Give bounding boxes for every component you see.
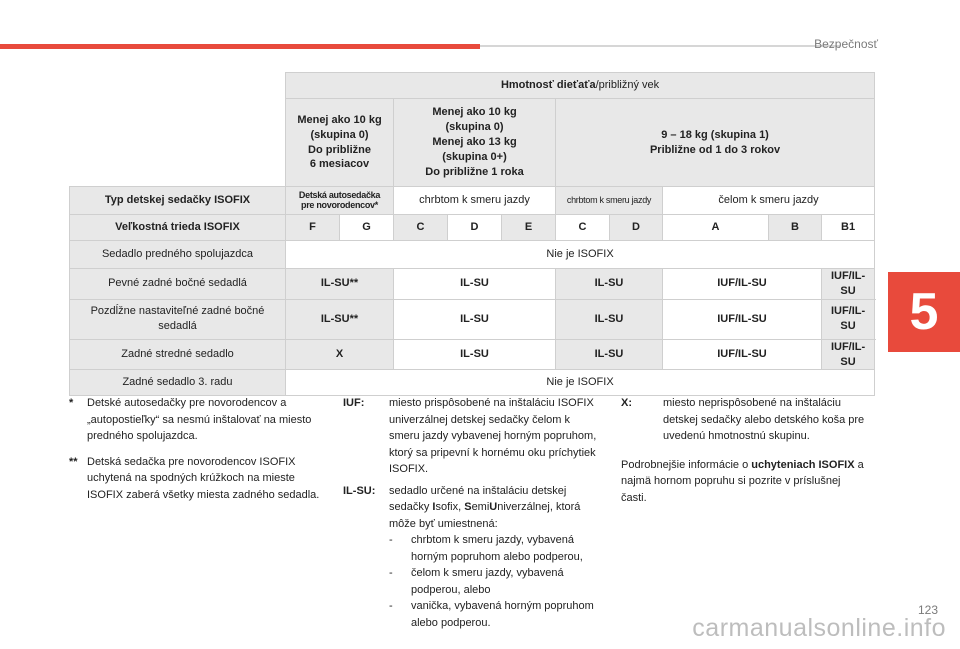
more-info: Podrobnejšie informácie o uchyteniach ISOFIX a najmä hornom popruhu si pozrite v príslušnej časti. <box>621 458 864 504</box>
size-class: B1 <box>822 215 875 241</box>
size-class: D <box>610 215 663 241</box>
seat-label: Pevné zadné bočné sedadlá <box>70 269 286 300</box>
list-item: - čelom k smeru jazdy, vybavená podperou, alebo <box>389 567 564 596</box>
footnote: * Detské autosedačky pre novorodencov a „autopostieľky“ sa nesmú inštalovať na miesto predného spolujazdca. <box>69 397 312 442</box>
size-class: A <box>663 215 769 241</box>
size-class: B <box>769 215 822 241</box>
type-newborn: Detská autosedačka pre novorodencov* <box>286 187 394 215</box>
size-class: D <box>448 215 502 241</box>
header-rule <box>480 45 840 47</box>
seat-label: Sedadlo predného spolujazdca <box>70 241 286 269</box>
size-class: F <box>286 215 340 241</box>
group-0-header: Menej ako 10 kg (skupina 0) Do približne 6 mesiacov <box>286 99 394 187</box>
type-forward-facing: čelom k smeru jazdy <box>663 187 875 215</box>
size-class: G <box>340 215 394 241</box>
seat-value: IL-SU <box>556 269 663 300</box>
seat-value: IUF/IL-SU <box>822 339 875 370</box>
legend-middle <box>343 395 601 631</box>
legend-x: X: miesto neprispôsobené na inštaláciu detskej sedačky alebo detského koša pre uvedenú hmotnostnú skupinu. <box>621 397 865 442</box>
seat-label: Pozdĺžne nastaviteľné zadné bočné sedadlá <box>70 299 286 339</box>
seat-value: IL-SU** <box>286 269 394 300</box>
row-label-type: Typ detskej sedačky ISOFIX <box>70 187 286 215</box>
seat-label: Zadné stredné sedadlo <box>70 339 286 370</box>
seat-value: IL-SU <box>394 269 556 300</box>
watermark: carmanualsonline.info <box>692 614 946 642</box>
accent-bar <box>0 44 480 49</box>
seat-value: IUF/IL-SU <box>663 269 822 300</box>
car-cell <box>70 99 286 187</box>
legend-right <box>621 395 869 506</box>
group-1-header: 9 – 18 kg (skupina 1) Približne od 1 do 3 rokov <box>556 99 875 187</box>
row-label-size: Veľkostná trieda ISOFIX <box>70 215 286 241</box>
footnote: ** Detská sedačka pre novorodencov ISOFIX uchytená na spodných krúžkoch na mieste ISOFIX zaberá všetky miesta zadného sedadla. <box>69 455 320 501</box>
seat-value: IL-SU <box>394 299 556 339</box>
legend-ilsu: IL-SU: sedadlo určené na inštaláciu detskej sedačky Isofix, SemiUniverzálnej, ktorá môže byť umiestnená: - chrbtom k smeru jazdy, vybavená horným popruhom alebo podperou, - čelom k smeru jazdy, vybavená podperou, alebo - vanička, vybavená horným popruhom alebo podperou. <box>343 483 601 632</box>
seat-value: IL-SU** <box>286 299 394 339</box>
weight-header <box>286 73 875 99</box>
seat-value: IUF/IL-SU <box>663 339 822 370</box>
size-class: C <box>394 215 448 241</box>
seat-value: IL-SU <box>556 339 663 370</box>
type-rear-facing: chrbtom k smeru jazdy <box>394 187 556 215</box>
footnotes <box>69 395 331 512</box>
weight-header-bold: Hmotnosť dieťaťa <box>500 79 596 92</box>
empty-corner <box>70 73 286 99</box>
page-number: 123 <box>917 603 938 617</box>
group-0plus-header: Menej ako 10 kg (skupina 0) Menej ako 13 kg (skupina 0+) Do približne 1 roka <box>394 99 556 187</box>
seat-value: IUF/IL-SU <box>822 299 875 339</box>
seat-label: Zadné sedadlo 3. radu <box>70 370 286 396</box>
weight-header-rest: /približný vek <box>595 79 660 92</box>
section-title: Bezpečnosť <box>814 37 878 51</box>
seat-merged-value: Nie je ISOFIX <box>286 370 875 396</box>
isofix-table <box>69 72 875 396</box>
seat-value: IL-SU <box>556 299 663 339</box>
legend-iuf: IUF: miesto prispôsobené na inštaláciu ISOFIX univerzálnej detskej sedačky čelom k smeru jazdy vybavenej horným popruhom, ktorý sa pripevní k hornému oku príchytiek ISOFIX. <box>343 397 597 475</box>
type-rear-facing-small: chrbtom k smeru jazdy <box>556 187 663 215</box>
seat-value: X <box>286 339 394 370</box>
ilsu-list <box>389 532 601 631</box>
seat-value: IL-SU <box>394 339 556 370</box>
seat-merged-value: Nie je ISOFIX <box>286 241 875 269</box>
list-item: - chrbtom k smeru jazdy, vybavená horným popruhom alebo podperou, <box>389 534 583 563</box>
size-class: C <box>556 215 610 241</box>
list-item: - vanička, vybavená horným popruhom alebo podperou. <box>389 600 594 629</box>
size-class: E <box>502 215 556 241</box>
chapter-tab: 5 <box>888 272 960 352</box>
seat-value: IUF/IL-SU <box>663 299 822 339</box>
seat-value: IUF/IL-SU <box>822 269 875 300</box>
